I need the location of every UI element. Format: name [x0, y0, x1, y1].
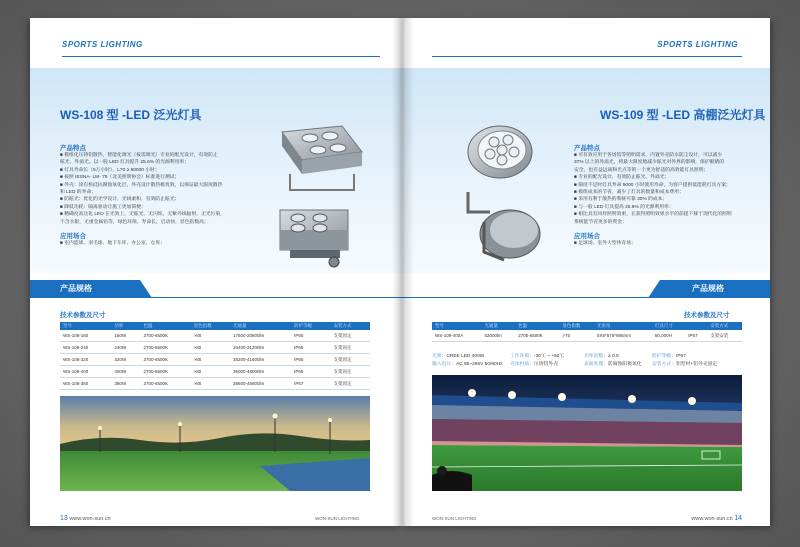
- features-list: ■ 模组化压铸铝散热，智能化调光（按需调光）专业的配光设计，有效防止 眩光、外溢光。以一般 LED 灯具提升 25.6% 的光源利用率； ■ 灯具寿命长（5万小时），L70 ≥ 50000 小时； ■ 按照 IESNA- LM- 79（北美照明协会）标准进行测试； ■ 外壳：涂有机硅抗腐蚀氧化层，外壳设计散热极优效，以保证最大限度散热 和 LED 的寿命； ■ 防眩光：优化的光学设计，光线柔和，有效防止眩光； ■ 降低功耗：隔离驱动让施工更加简便； ■ 精确度高达化 LED 在光效上，无眩光、无闪烁，无紫外线辐射，无光污染， 不含水银，无重金属铅等，绿色环保，寿命长，启动快，显色指数高；: [60, 153, 225, 225]
- col-cri: 显色指数: [559, 322, 594, 330]
- specs-band: [30, 280, 140, 298]
- band-arrow: [648, 280, 660, 298]
- band-rule: [402, 297, 660, 298]
- band-rule: [140, 297, 402, 298]
- brand-logo: SPORTS LIGHTING: [62, 40, 143, 49]
- col-power: 功率: [111, 322, 140, 330]
- application-title: 应用场合: [574, 233, 600, 240]
- application-title: 应用场合: [60, 233, 86, 240]
- application-text: ■ 室内篮球、羽毛球、地下车库、办公室、仓库；: [60, 241, 165, 246]
- col-cri: 显色指数: [191, 322, 230, 330]
- extra-spec: 防护等级：IP67: [652, 354, 686, 359]
- table-row: WS-108-240 240W 2700-6500K >80 26400-31200lm IP65 支架固定: [60, 342, 370, 354]
- col-size: 灯具尺寸: [652, 322, 707, 330]
- website-url: www.won-sun.cn: [691, 516, 733, 522]
- table-row: WS-108-160 160W 2700-6500K >80 17600-20800lm IP65 支架固定: [60, 330, 370, 342]
- product-title: WS-108 型 -LED 泛光灯具: [60, 108, 202, 122]
- table-header-row: [432, 322, 742, 330]
- page-number: 14: [734, 515, 742, 522]
- extra-spec: 表面处理：防腐蚀阳极氧化: [584, 362, 642, 367]
- extra-spec: 安装方式：铝型材+铝外壳固定: [652, 362, 718, 367]
- specs-table: [60, 322, 370, 390]
- header-rule: [432, 56, 742, 57]
- col-lumen: 光通量: [482, 322, 516, 330]
- right-footer: [691, 515, 742, 522]
- extra-spec: 工作环境：-30℃ ~ +50℃: [510, 354, 565, 359]
- table-row: WS-108-320 320W 2700-6500K >80 35200-41600lm IP65 支架固定: [60, 354, 370, 366]
- col-ip: 防护等级: [291, 322, 330, 330]
- brand-logo: SPORTS LIGHTING: [657, 40, 738, 49]
- col-mount: 安装方式: [707, 322, 742, 330]
- specs-band-label: 产品规格: [692, 284, 724, 293]
- col-model: 型号: [432, 322, 482, 330]
- band-arrow: [140, 280, 152, 298]
- extra-spec: 输入电压：AC 85~265V 50/60Hz: [432, 362, 503, 367]
- application-text: ■ 足球场、室外大型体育场；: [574, 241, 636, 246]
- extra-spec: 壳体材质：压铸铝外壳: [510, 362, 558, 367]
- specs-band: [660, 280, 770, 298]
- floodlight-product-image: [262, 112, 382, 272]
- extra-spec: 功率因数：≥ 0.9: [584, 354, 619, 359]
- sports-field-photo: [60, 396, 370, 491]
- website-url: www.won-sun.cn: [69, 516, 111, 522]
- page-number: 13: [60, 515, 68, 522]
- table-row: WS-108-360 380W 2700-6500K >80 39600-46800lm IP67 支架固定: [60, 378, 370, 390]
- extra-spec: 光源：CREE LED 400W: [432, 354, 485, 359]
- right-page: [402, 18, 770, 526]
- table-header-row: [60, 322, 370, 330]
- table-row: WS-108-400 400W 2700-6500K >80 36000-48000lm IP65 支架固定: [60, 366, 370, 378]
- product-hero: [30, 68, 402, 273]
- col-cct: 色温: [140, 322, 190, 330]
- product-title: WS-109 型 -LED 高棚泛光灯具: [600, 108, 766, 122]
- specs-band-label: 产品规格: [60, 284, 92, 293]
- high-bay-floodlight-product-image: [450, 112, 570, 272]
- specs-table: [432, 322, 742, 342]
- product-hero: [402, 68, 770, 273]
- col-lumen: 光通量: [230, 322, 291, 330]
- left-footer: [60, 515, 111, 522]
- left-page: [30, 18, 402, 526]
- features-title: 产品特点: [574, 145, 600, 152]
- specs-title: 技术参数及尺寸: [684, 312, 730, 319]
- company-name: WON-SUN LIGHTING: [315, 516, 360, 521]
- table-row: WS-109-400A 52000lm 2700-6500K >75 5X5*575*695mm 50,000H IP67 支架安装: [432, 330, 742, 342]
- col-beam: 光束角: [594, 322, 652, 330]
- company-name: WON-SUN LIGHTING: [432, 516, 477, 521]
- col-mount: 安装方式: [331, 322, 370, 330]
- col-model: 型号: [60, 322, 111, 330]
- features-list: ■ 可有效应用于各场馆等照明需求，内置外壳防水防尘设计，可以减少 37% 以上的外溢光，将最大限度地减少眩光对外界的影响，保护眼睛的 安全，也有益远离和光点等的一个更为舒适的高效能灯具照明； ■ 专业的配光设计，有效防止眩光、外溢光； ■ 频度不足时灯具寿命 5000 小时使用寿命，为客户提供低能耗灯具方案； ■ 模组成本的节省，减少了灯具的数量和成本费用； ■ 采用有利于散热的系统可靠 30% 的成本； ■ 与一般 LED 灯具提高 25.6% 的光源利用率； ■ 相比具有同样照明效果，在获得照明效果水平的前提下移于现代化的照明 系统能节省更多的资金；: [574, 153, 732, 225]
- features-title: 产品特点: [60, 145, 86, 152]
- stadium-photo: [432, 375, 742, 491]
- header-rule: [62, 56, 380, 57]
- col-cct: 色温: [515, 322, 559, 330]
- specs-title: 技术参数及尺寸: [60, 312, 106, 319]
